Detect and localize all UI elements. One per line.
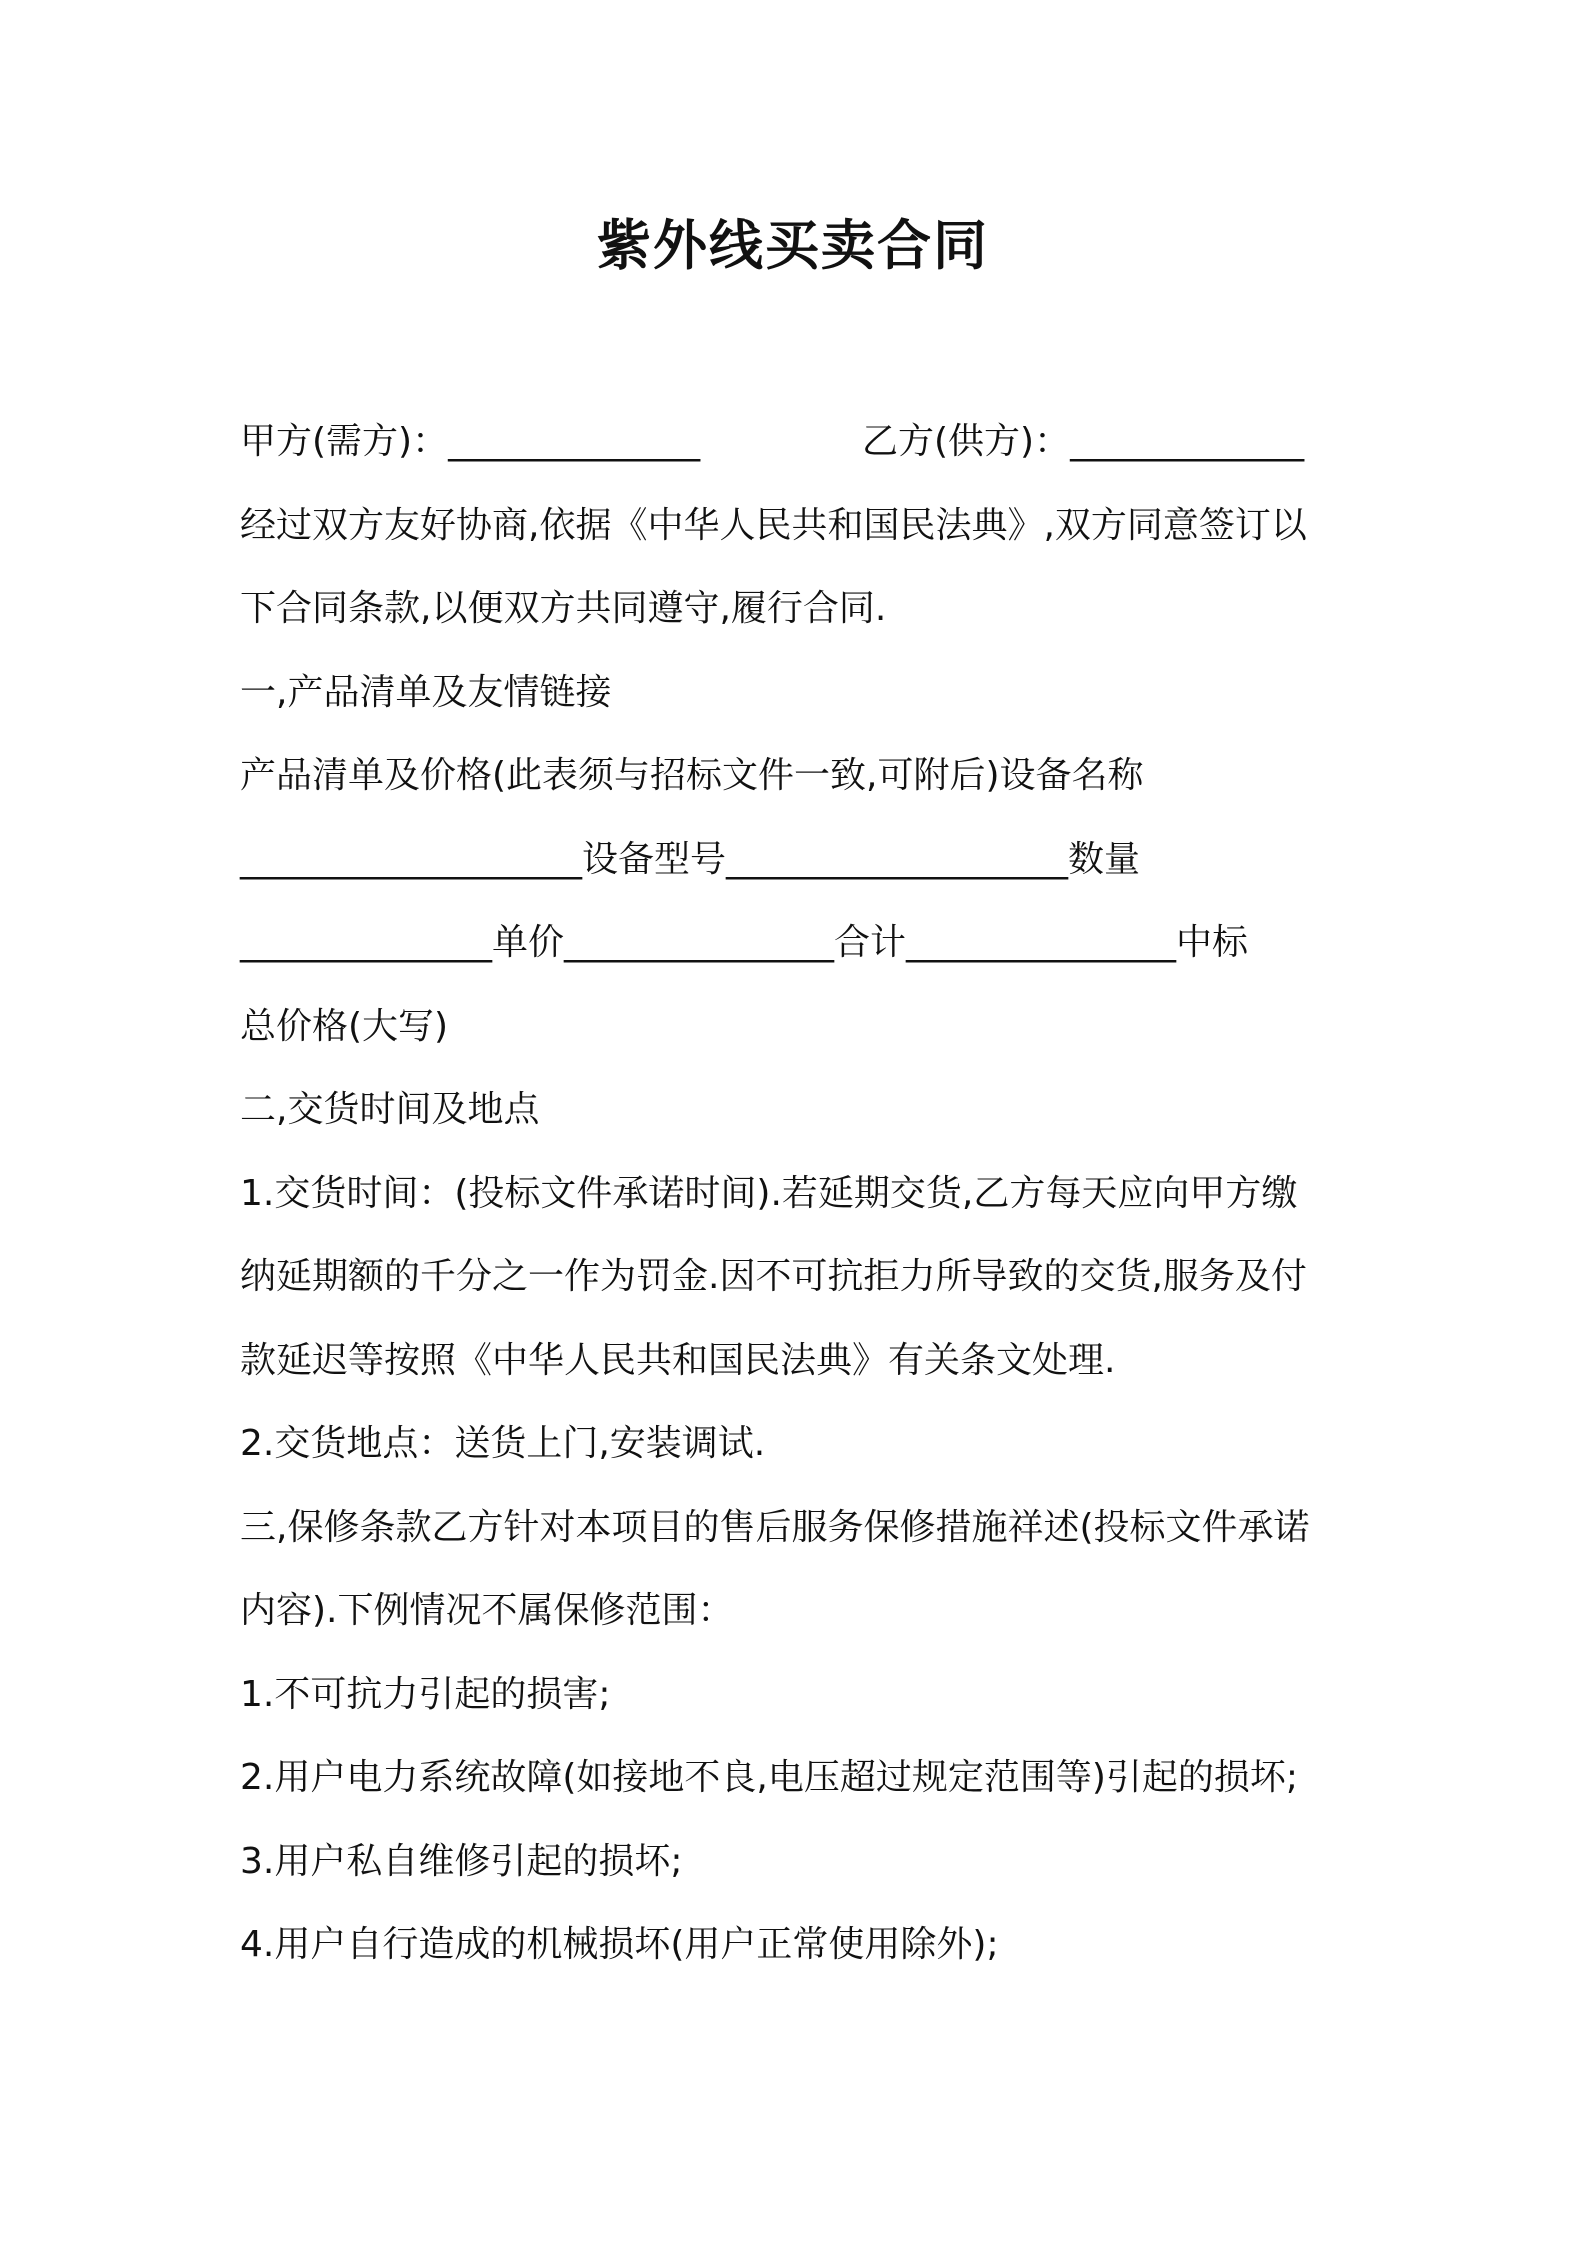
text-line: 1.交货时间：(投标文件承诺时间).若延期交货,乙方每天应向甲方缴	[240, 1172, 1298, 1214]
text-line: 产品清单及价格(此表须与招标文件一致,可附后)设备名称	[240, 755, 1144, 796]
section-heading: 一,产品清单及友情链接	[240, 671, 612, 713]
list-item: 3.用户私自维修引起的损坏;	[240, 1840, 683, 1882]
list-item: 4.用户自行造成的机械损坏(用户正常使用除外);	[240, 1924, 999, 1965]
text-line: 下合同条款,以便双方共同遵守,履行合同.	[240, 588, 887, 629]
text-line: 纳延期额的千分之一作为罚金.因不可抗拒力所导致的交货,服务及付	[240, 1256, 1307, 1297]
blank-fields-line: ___________________设备型号___________________数量	[240, 838, 1141, 880]
section-heading: 三,保修条款乙方针对本项目的售后服务保修措施祥述(投标文件承诺	[240, 1506, 1310, 1548]
party-b-field: 乙方(供方)：_____________	[862, 421, 1305, 462]
text-line: 经过双方友好协商,依据《中华人民共和国民法典》,双方同意签订以	[240, 504, 1307, 546]
contract-body	[240, 400, 1360, 1987]
blank-fields-line: ______________单价_______________合计_______________中标	[240, 922, 1248, 963]
text-line: 款延迟等按照《中华人民共和国民法典》有关条文处理.	[240, 1339, 1116, 1381]
text-line: 2.交货地点：送货上门,安装调试.	[240, 1423, 766, 1464]
party-a-field: 甲方(需方)：______________	[240, 421, 701, 462]
text-line: 内容).下例情况不属保修范围：	[240, 1590, 734, 1631]
list-item: 1.不可抗力引起的损害;	[240, 1673, 611, 1715]
list-item: 2.用户电力系统故障(如接地不良,电压超过规定范围等)引起的损坏;	[240, 1757, 1299, 1798]
text-line: 总价格(大写)	[240, 1005, 449, 1047]
document-title: 紫外线买卖合同	[597, 214, 989, 277]
section-heading: 二,交货时间及地点	[240, 1089, 540, 1130]
parties-row	[240, 400, 1360, 484]
